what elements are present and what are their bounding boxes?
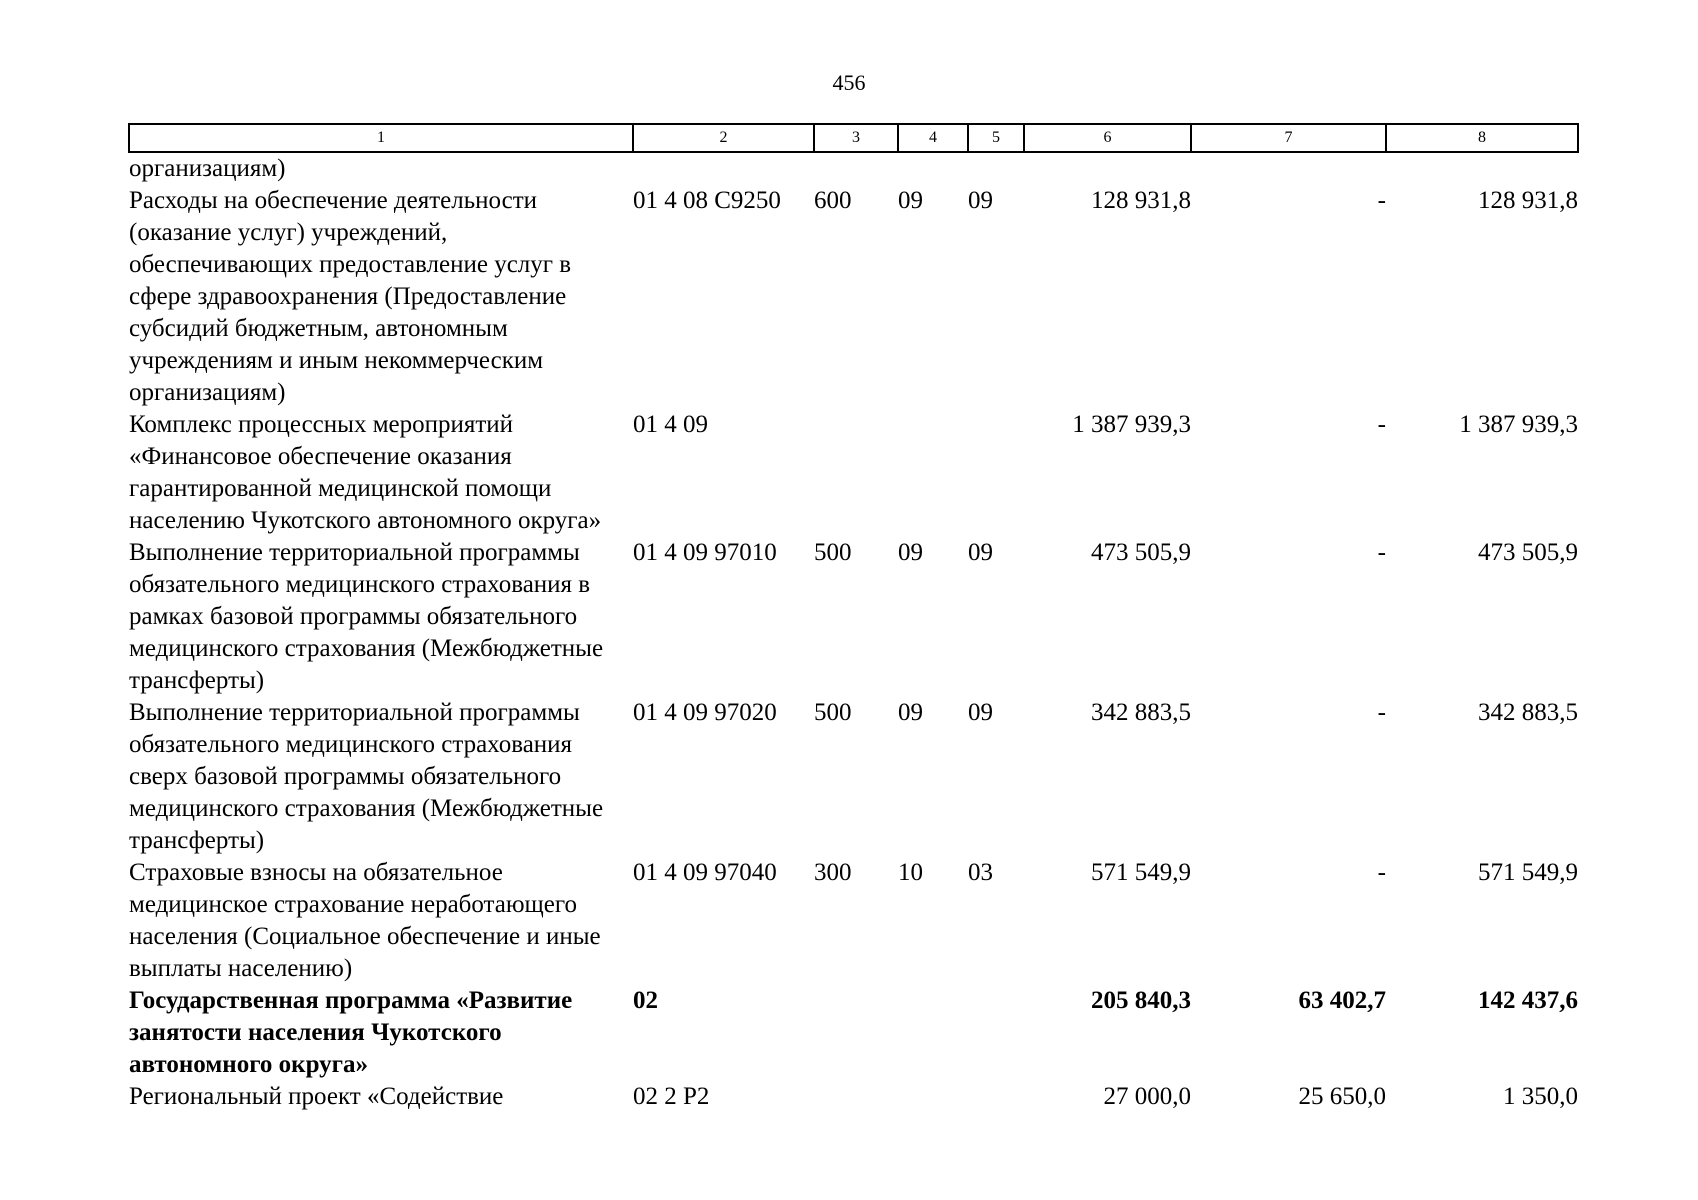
table-row xyxy=(129,537,1578,697)
cell-col-3: 500 xyxy=(814,539,852,566)
cell-col-4: 09 xyxy=(898,699,923,726)
cell-name: Комплекс процессных мероприятий «Финансовое обеспечение оказания гарантированной медицинской помощи населению Чукотского автономного округа» xyxy=(129,411,602,534)
cell-code xyxy=(633,152,814,185)
cell-name: Государственная программа «Развитие занятости населения Чукотского автономного округа» xyxy=(129,987,573,1078)
cell-col-3 xyxy=(814,985,898,1081)
header-col-6: 6 xyxy=(1024,124,1191,152)
table-row xyxy=(129,1081,1578,1113)
cell-col-6: 1 387 939,3 xyxy=(1072,411,1191,438)
cell-col-6: 342 883,5 xyxy=(1091,699,1191,726)
cell-col-8: 128 931,8 xyxy=(1478,187,1578,214)
cell-col-6: 205 840,3 xyxy=(1091,987,1191,1014)
cell-col-7: - xyxy=(1377,187,1386,214)
table-row xyxy=(129,185,1578,409)
table-body xyxy=(129,152,1578,1113)
cell-col-7: - xyxy=(1377,699,1386,726)
cell-col-8: 571 549,9 xyxy=(1478,859,1578,886)
cell-col-4 xyxy=(898,409,968,537)
cell-col-3 xyxy=(814,409,898,537)
cell-col-6: 128 931,8 xyxy=(1091,187,1191,214)
cell-col-3: 300 xyxy=(814,859,852,886)
table-header xyxy=(129,124,1578,152)
header-col-5: 5 xyxy=(968,124,1024,152)
cell-col-6: 473 505,9 xyxy=(1091,539,1191,566)
cell-col-8: 1 350,0 xyxy=(1503,1083,1578,1110)
cell-col-4: 09 xyxy=(898,187,923,214)
header-col-4: 4 xyxy=(898,124,968,152)
cell-code: 01 4 09 97040 xyxy=(633,859,777,886)
cell-col-3 xyxy=(814,1081,898,1113)
cell-col-6: 571 549,9 xyxy=(1091,859,1191,886)
table-row xyxy=(129,697,1578,857)
cell-col-6: 27 000,0 xyxy=(1103,1083,1191,1110)
header-row xyxy=(129,124,1578,152)
cell-code: 02 xyxy=(633,987,658,1014)
cell-name: организациям) xyxy=(129,155,286,182)
cell-col-5: 09 xyxy=(968,699,993,726)
header-col-3: 3 xyxy=(814,124,898,152)
cell-col-8: 142 437,6 xyxy=(1478,987,1578,1014)
cell-col-5 xyxy=(968,152,1024,185)
cell-col-7: - xyxy=(1377,859,1386,886)
cell-name: Выполнение территориальной программы обязательного медицинского страхования в рамках базовой программы обязательного медицинского страхования (Межбюджетные трансферты) xyxy=(129,539,604,694)
cell-col-8: 342 883,5 xyxy=(1478,699,1578,726)
table-row xyxy=(129,409,1578,537)
cell-col-5 xyxy=(968,409,1024,537)
cell-col-5 xyxy=(968,985,1024,1081)
table-row xyxy=(129,857,1578,985)
cell-col-3: 600 xyxy=(814,187,852,214)
header-col-2: 2 xyxy=(633,124,814,152)
cell-name: Выполнение территориальной программы обязательного медицинского страхования сверх базовой программы обязательного медицинского страхования (Межбюджетные трансферты) xyxy=(129,699,604,854)
cell-code: 01 4 09 97020 xyxy=(633,699,777,726)
cell-name: Расходы на обеспечение деятельности (оказание услуг) учреждений, обеспечивающих предоставление услуг в сфере здравоохранения (Предоставление субсидий бюджетным, автономным учреждениям и иным некоммерческим организациям) xyxy=(129,187,572,406)
cell-col-5: 03 xyxy=(968,859,993,886)
cell-code: 01 4 09 xyxy=(633,411,708,438)
cell-col-4 xyxy=(898,1081,968,1113)
cell-name: Региональный проект «Содействие xyxy=(129,1083,504,1110)
header-col-1: 1 xyxy=(129,124,633,152)
cell-code: 02 2 Р2 xyxy=(633,1083,710,1110)
cell-col-8 xyxy=(1386,152,1578,185)
cell-col-3: 500 xyxy=(814,699,852,726)
cell-col-7: - xyxy=(1377,411,1386,438)
header-col-7: 7 xyxy=(1191,124,1386,152)
cell-col-6 xyxy=(1024,152,1191,185)
table-row xyxy=(129,152,1578,185)
cell-col-8: 473 505,9 xyxy=(1478,539,1578,566)
cell-code: 01 4 09 97010 xyxy=(633,539,777,566)
header-col-8: 8 xyxy=(1386,124,1578,152)
cell-col-7 xyxy=(1191,152,1386,185)
cell-col-8: 1 387 939,3 xyxy=(1459,411,1578,438)
cell-col-4: 10 xyxy=(898,859,923,886)
cell-col-5 xyxy=(968,1081,1024,1113)
cell-col-3 xyxy=(814,152,898,185)
cell-code: 01 4 08 С9250 xyxy=(633,187,781,214)
cell-col-4 xyxy=(898,152,968,185)
cell-col-4: 09 xyxy=(898,539,923,566)
cell-col-4 xyxy=(898,985,968,1081)
table-row xyxy=(129,985,1578,1081)
cell-col-5: 09 xyxy=(968,539,993,566)
page-number: 456 xyxy=(832,70,866,95)
cell-col-5: 09 xyxy=(968,187,993,214)
cell-col-7: 63 402,7 xyxy=(1298,987,1386,1014)
budget-table xyxy=(128,123,1579,1113)
cell-col-7: 25 650,0 xyxy=(1298,1083,1386,1110)
cell-col-7: - xyxy=(1377,539,1386,566)
cell-name: Страховые взносы на обязательное медицинское страхование неработающего населения (Социальное обеспечение и иные выплаты населению) xyxy=(129,859,601,982)
